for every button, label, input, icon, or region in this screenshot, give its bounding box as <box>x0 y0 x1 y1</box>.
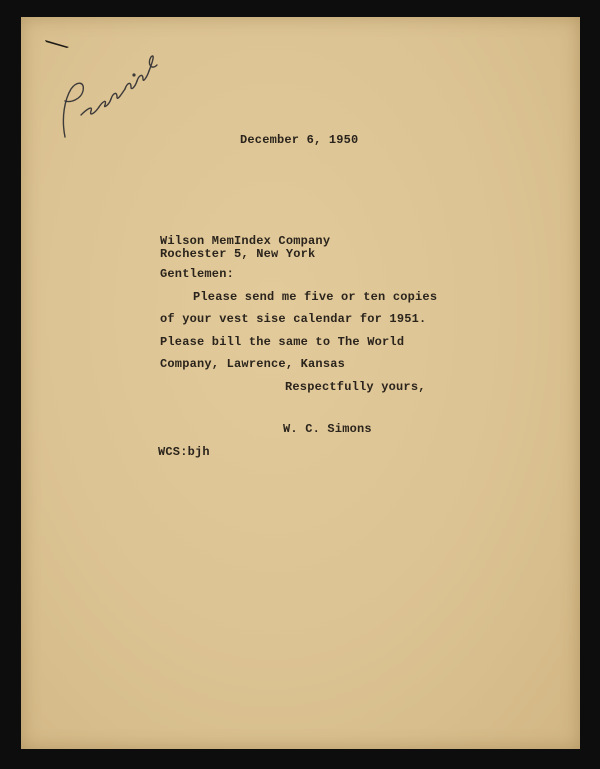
letter-date: December 6, 1950 <box>240 133 359 147</box>
recipient-address: Rochester 5, New York <box>160 247 316 261</box>
body-line: Please bill the same to The World <box>160 335 405 349</box>
body-line: of your vest sise calendar for 1951. <box>160 312 427 326</box>
recipient-company: Wilson MemIndex Company <box>160 234 331 248</box>
closing: Respectfully yours, <box>285 380 426 394</box>
handwritten-personal-note <box>51 37 171 157</box>
body-line: Company, Lawrence, Kansas <box>160 357 346 371</box>
body-line: Please send me five or ten copies <box>193 290 438 304</box>
letter-page <box>21 17 580 749</box>
typist-initials: WCS:bjh <box>158 445 210 459</box>
salutation: Gentlemen: <box>160 267 235 281</box>
signature-name: W. C. Simons <box>283 422 372 436</box>
